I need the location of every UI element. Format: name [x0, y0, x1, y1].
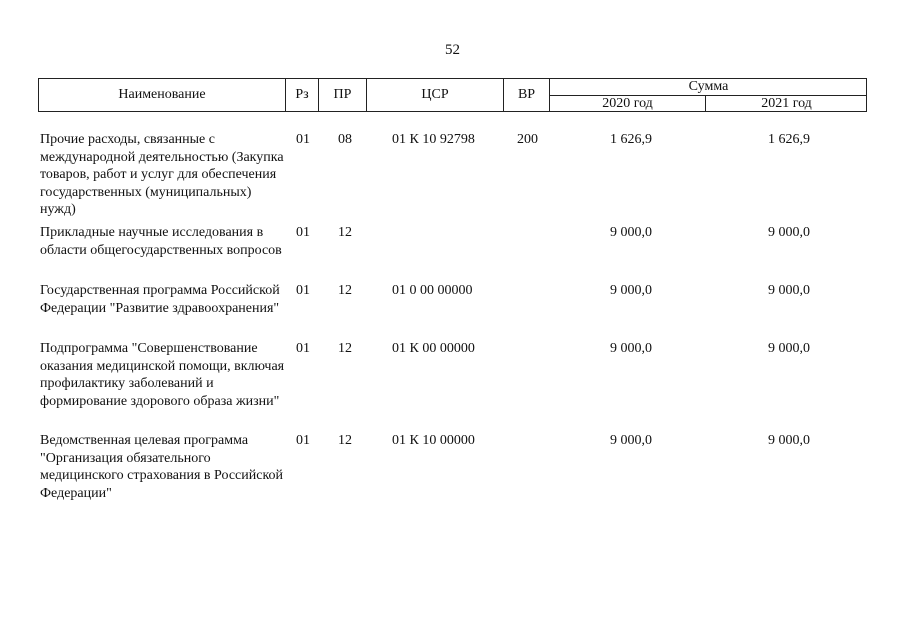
row-csr: 01 0 00 00000	[392, 283, 473, 298]
row-rz: 01	[296, 132, 310, 147]
header-csr: ЦСР	[367, 79, 504, 111]
row-rz: 01	[296, 225, 310, 240]
row-sum-2020: 9 000,0	[610, 283, 652, 298]
row-sum-2021: 9 000,0	[768, 225, 810, 240]
row-sum-2021: 1 626,9	[768, 132, 810, 147]
table-header	[38, 78, 867, 112]
header-rz: Рз	[286, 79, 319, 111]
row-pr: 12	[338, 283, 352, 298]
row-sum-2020: 9 000,0	[610, 341, 652, 356]
row-name: Государственная программа Российской Федерации "Развитие здравоохранения"	[40, 283, 280, 316]
header-year-2020: 2020 год	[550, 96, 706, 112]
row-name: Ведомственная целевая программа "Организация обязательного медицинского страхования в Российской Федерации"	[40, 433, 284, 501]
row-name: Прочие расходы, связанные с международной деятельностью (Закупка товаров, работ и услуг для обеспечения государственных (муниципальных) нужд)	[40, 132, 284, 217]
row-pr: 12	[338, 341, 352, 356]
row-sum-2021: 9 000,0	[768, 433, 810, 448]
row-sum-2021: 9 000,0	[768, 283, 810, 298]
row-pr: 12	[338, 225, 352, 240]
row-rz: 01	[296, 283, 310, 298]
row-sum-2020: 9 000,0	[610, 225, 652, 240]
header-pr: ПР	[319, 79, 367, 111]
row-name: Подпрограмма "Совершенствование оказания медицинской помощи, включая профилактику заболеваний и формирование здорового образа жизни"	[40, 341, 285, 409]
header-sum: Сумма	[550, 79, 867, 96]
row-name: Прикладные научные исследования в области общегосударственных вопросов	[40, 225, 282, 258]
header-name: Наименование	[39, 79, 286, 111]
row-pr: 08	[338, 132, 352, 147]
row-rz: 01	[296, 433, 310, 448]
header-year-2021: 2021 год	[761, 96, 812, 111]
row-pr: 12	[338, 433, 352, 448]
row-csr: 01 К 00 00000	[392, 341, 475, 356]
header-vr: ВР	[504, 79, 550, 111]
row-sum-2020: 9 000,0	[610, 433, 652, 448]
row-sum-2021: 9 000,0	[768, 341, 810, 356]
row-vr: 200	[517, 132, 538, 147]
row-sum-2020: 1 626,9	[610, 132, 652, 147]
row-rz: 01	[296, 341, 310, 356]
row-csr: 01 К 10 92798	[392, 132, 475, 147]
row-csr: 01 К 10 00000	[392, 433, 475, 448]
page-number: 52	[445, 42, 460, 58]
